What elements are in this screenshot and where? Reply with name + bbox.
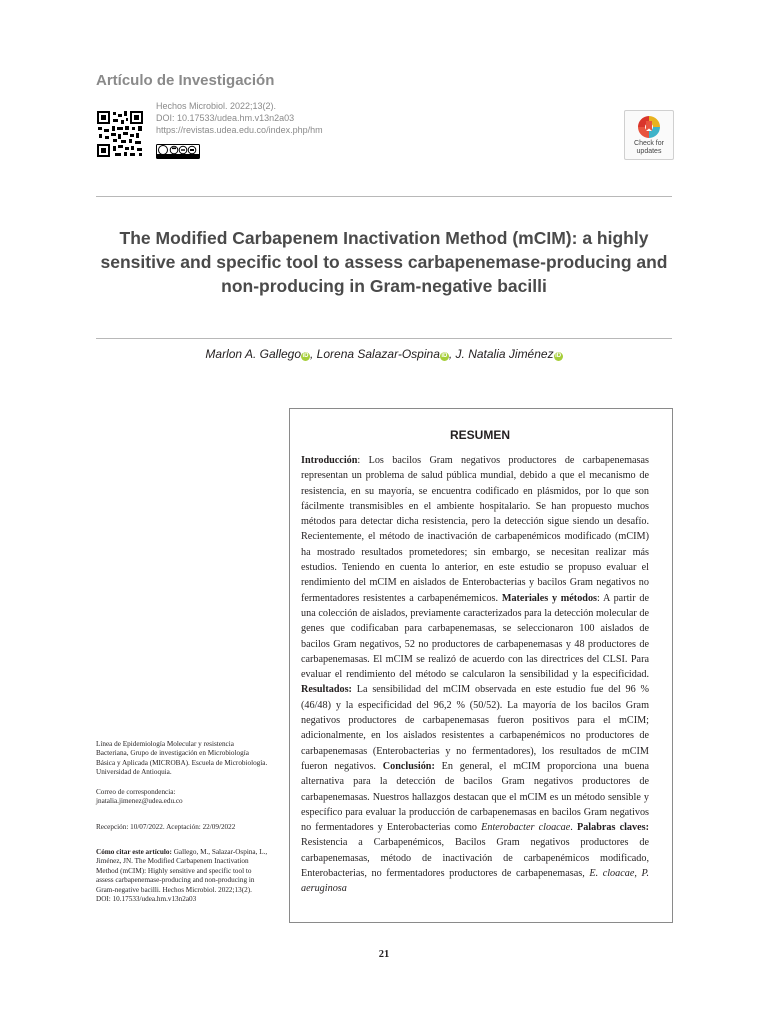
crossmark-line-1: Check for: [634, 140, 664, 147]
results-label: Resultados:: [301, 684, 352, 696]
results-text: La sensibilidad del mCIM observada en este estudio fue del 96 % (46/48) y la especificidad del 96,2 % (50/52). La mayoría de los bacilos Gram negativos productores de carbapenemasas fueron positivos para el mCIM; adicionalmente, en los aislados resistentes a carbapenémicos no productores de carbapenemasas (Enterobacterias y no fermentadores), los resultados de mCIM fueron negativos.: [301, 684, 649, 772]
article-metadata: [156, 100, 323, 136]
correspondence-label: Correo de correspondencia:: [96, 788, 176, 796]
conclusion-species: Enterobacter cloacae: [481, 822, 571, 834]
keywords-text: Resistencia a Carbapenémicos, Bacilos Gram negativos productores de carbapenemasas, método de inactivación de carbapenémicos modificado, Enterobacterias, no fermentadores productores de carbapenemasas,: [301, 837, 649, 880]
how-to-cite: [96, 848, 268, 904]
abstract-text: Introducción: Los bacilos Gram negativos productores de carbapenemasas representan un problema de salud pública mundial, debido a que el mecanismo de resistencia, en su mayoría, se encuentra codificado en plásmidos, por lo que son fácilmente transmisibles en el ambiente hospitalario. Se han propuesto muchos métodos para detectar dicha resistencia, pero la detección sigue siendo un desafío. Recientemente, el método de inactivación de carbapenémicos modificado (mCIM) ha mostrado resultados prometedores; sin embargo, se necesitan realizar más estudios. Teniendo en cuenta lo anterior, en este estudio se propuso evaluar el rendimiento del mCIM en aislados de Enterobacterias y bacilos Gram negativos no fermentadores resistentes a carbapenémemicos. Materiales y métodos: A partir de una colección de aislados, previamente caracterizados para la detección molecular de genes que codificaban para carbapenemasas, se seleccionaron 100 aislados de bacilos Gram negativos, 52 no productores de carbapenemasas y 48 productores de carbapenemasas. El mCIM se realizó de acuerdo con las directrices del CLSI. Para evaluar el rendimiento del método se calcularon la sensibilidad y la especificidad. Resultados: La sensibilidad del mCIM observada en este estudio fue del 96 % (46/48) y la especificidad del 96,2 % (50/52). La mayoría de los bacilos Gram negativos productores de carbapenemasas fueron positivos para el mCIM; adicionalmente, en los aislados resistentes a carbapenémicos no productores de carbapenemasas (Enterobacterias y no fermentadores), los resultados de mCIM fueron negativos. Conclusión: En general, el mCIM proporciona una buena alternativa para la detección de bacilos Gram negativos productores de carbapenemasas. Nuestros hallazgos destacan que el mCIM es un método sensible y específico para evaluar la producción de carbapenemasas en bacilos Gram negativos no fermentadores y Enterobacterias como Enterobacter cloacae. Palabras claves: Resistencia a Carbapenémicos, Bacilos Gram negativos productores de carbapenemasas, método de inactivación de carbapenémicos modificado, Enterobacterias, no fermentadores productores de carbapenemasas, E. cloacae, P. aeruginosa: [301, 455, 650, 895]
author-1: Marlon A. Gallego: [205, 347, 302, 361]
intro-text: : Los bacilos Gram negativos productores de carbapenemasas representan un problema de salud pública mundial, debido a que el mecanismo de resistencia, en su mayoría, se encuentra codificado en plásmidos, por lo que son fácilmente transmisibles en el ambiente hospitalario. Se han propuesto muchos métodos para detectar dicha resistencia, pero la detección sigue siendo un desafío. Recientemente, el método de inactivación de carbapenémicos modificado (mCIM) ha mostrado resultados prometedores; sin embargo, se necesitan realizar más estudios. Teniendo en cuenta lo anterior, en este estudio se propuso evaluar el rendimiento del mCIM en aislados de Enterobacterias y bacilos Gram negativos no fermentadores resistentes a carbapenémemicos.: [301, 455, 649, 604]
keyword-species-1: E. cloacae: [589, 868, 635, 880]
creative-commons-icon[interactable]: [156, 144, 200, 159]
orcid-icon[interactable]: iD: [555, 353, 562, 359]
received-accepted-dates: Recepción: 10/07/2022. Aceptación: 22/09/2022: [96, 823, 236, 831]
author-3: , J. Natalia Jiménez: [448, 347, 554, 361]
journal-citation: Hechos Microbiol. 2022;13(2).: [156, 101, 277, 111]
journal-url-link[interactable]: https://revistas.udea.edu.co/index.php/hm: [156, 125, 323, 135]
methods-text: : A partir de una colección de aislados, previamente caracterizados para la detección molecular de genes que codificaban para carbapenemasas, se seleccionaron 100 aislados de bacilos Gram negativos, 52 no productores de carbapenemasas y 48 productores de carbapenemasas. El mCIM se realizó de acuerdo con las directrices del CLSI. Para evaluar el rendimiento del método se calcularon la sensibilidad y la especificidad.: [301, 592, 650, 681]
orcid-icon[interactable]: iD: [302, 353, 309, 359]
author-2: , Lorena Salazar-Ospina: [310, 347, 440, 361]
crossmark-badge[interactable]: [624, 110, 674, 160]
correspondence-email[interactable]: jnatalia.jimenez@udea.edu.co: [96, 797, 183, 806]
cite-label: Cómo citar este artículo:: [96, 848, 172, 856]
article-title: The Modified Carbapenem Inactivation Method (mCIM): a highly sensitive and specific tool to assess carbapenemase-producing and non-producing in Gram-negative bacilli: [100, 228, 668, 296]
author-list: [96, 347, 672, 361]
abstract-heading: RESUMEN: [449, 428, 510, 442]
qr-code-icon: [96, 110, 144, 158]
keyword-species-2: P. aeruginosa: [301, 868, 649, 895]
title-divider: [96, 338, 672, 339]
correspondence: [96, 788, 268, 807]
cite-text: Gallego, M., Salazar-Ospina, L., Jiménez, JN. The Modified Carbapenem Inactivation Method (mCIM): Highly sensitive and specific tool to assess carbapenemase-producing and non-producing in Gram-negative bacilli. Hechos Microbiol. 2022;13(2). DOI: 10.17533/udea.hm.v13n2a03: [96, 848, 268, 904]
conclusion-label: Conclusión:: [382, 760, 435, 772]
header-divider: [96, 196, 672, 197]
keywords-label: Palabras claves:: [576, 822, 649, 834]
methods-label: Materiales y métodos: [501, 592, 598, 604]
section-label: Artículo de Investigación: [96, 72, 275, 89]
doi-link[interactable]: DOI: 10.17533/udea.hm.v13n2a03: [156, 113, 295, 123]
affiliation: Línea de Epidemiología Molecular y resistencia Bacteriana, Grupo de investigación en Microbiología Básica y Aplicada (MICROBA). Escuela de Microbiología. Universidad de Antioquia.: [96, 740, 268, 777]
intro-label: Introducción: [301, 455, 358, 466]
orcid-icon[interactable]: iD: [441, 353, 448, 359]
page-number: 21: [378, 949, 390, 960]
crossmark-line-2: updates: [636, 148, 662, 155]
conclusion-text: En general, el mCIM proporciona una buena alternativa para la detección de bacilos Gram negativos productores de carbapenemasas. Nuestros hallazgos destacan que el mCIM es un método sensible y específico para evaluar la producción de carbapenemasas en bacilos Gram negativos no fermentadores y Enterobacterias como: [301, 760, 649, 834]
keyword-separator: ,: [634, 868, 642, 880]
crossmark-icon: [636, 114, 662, 140]
